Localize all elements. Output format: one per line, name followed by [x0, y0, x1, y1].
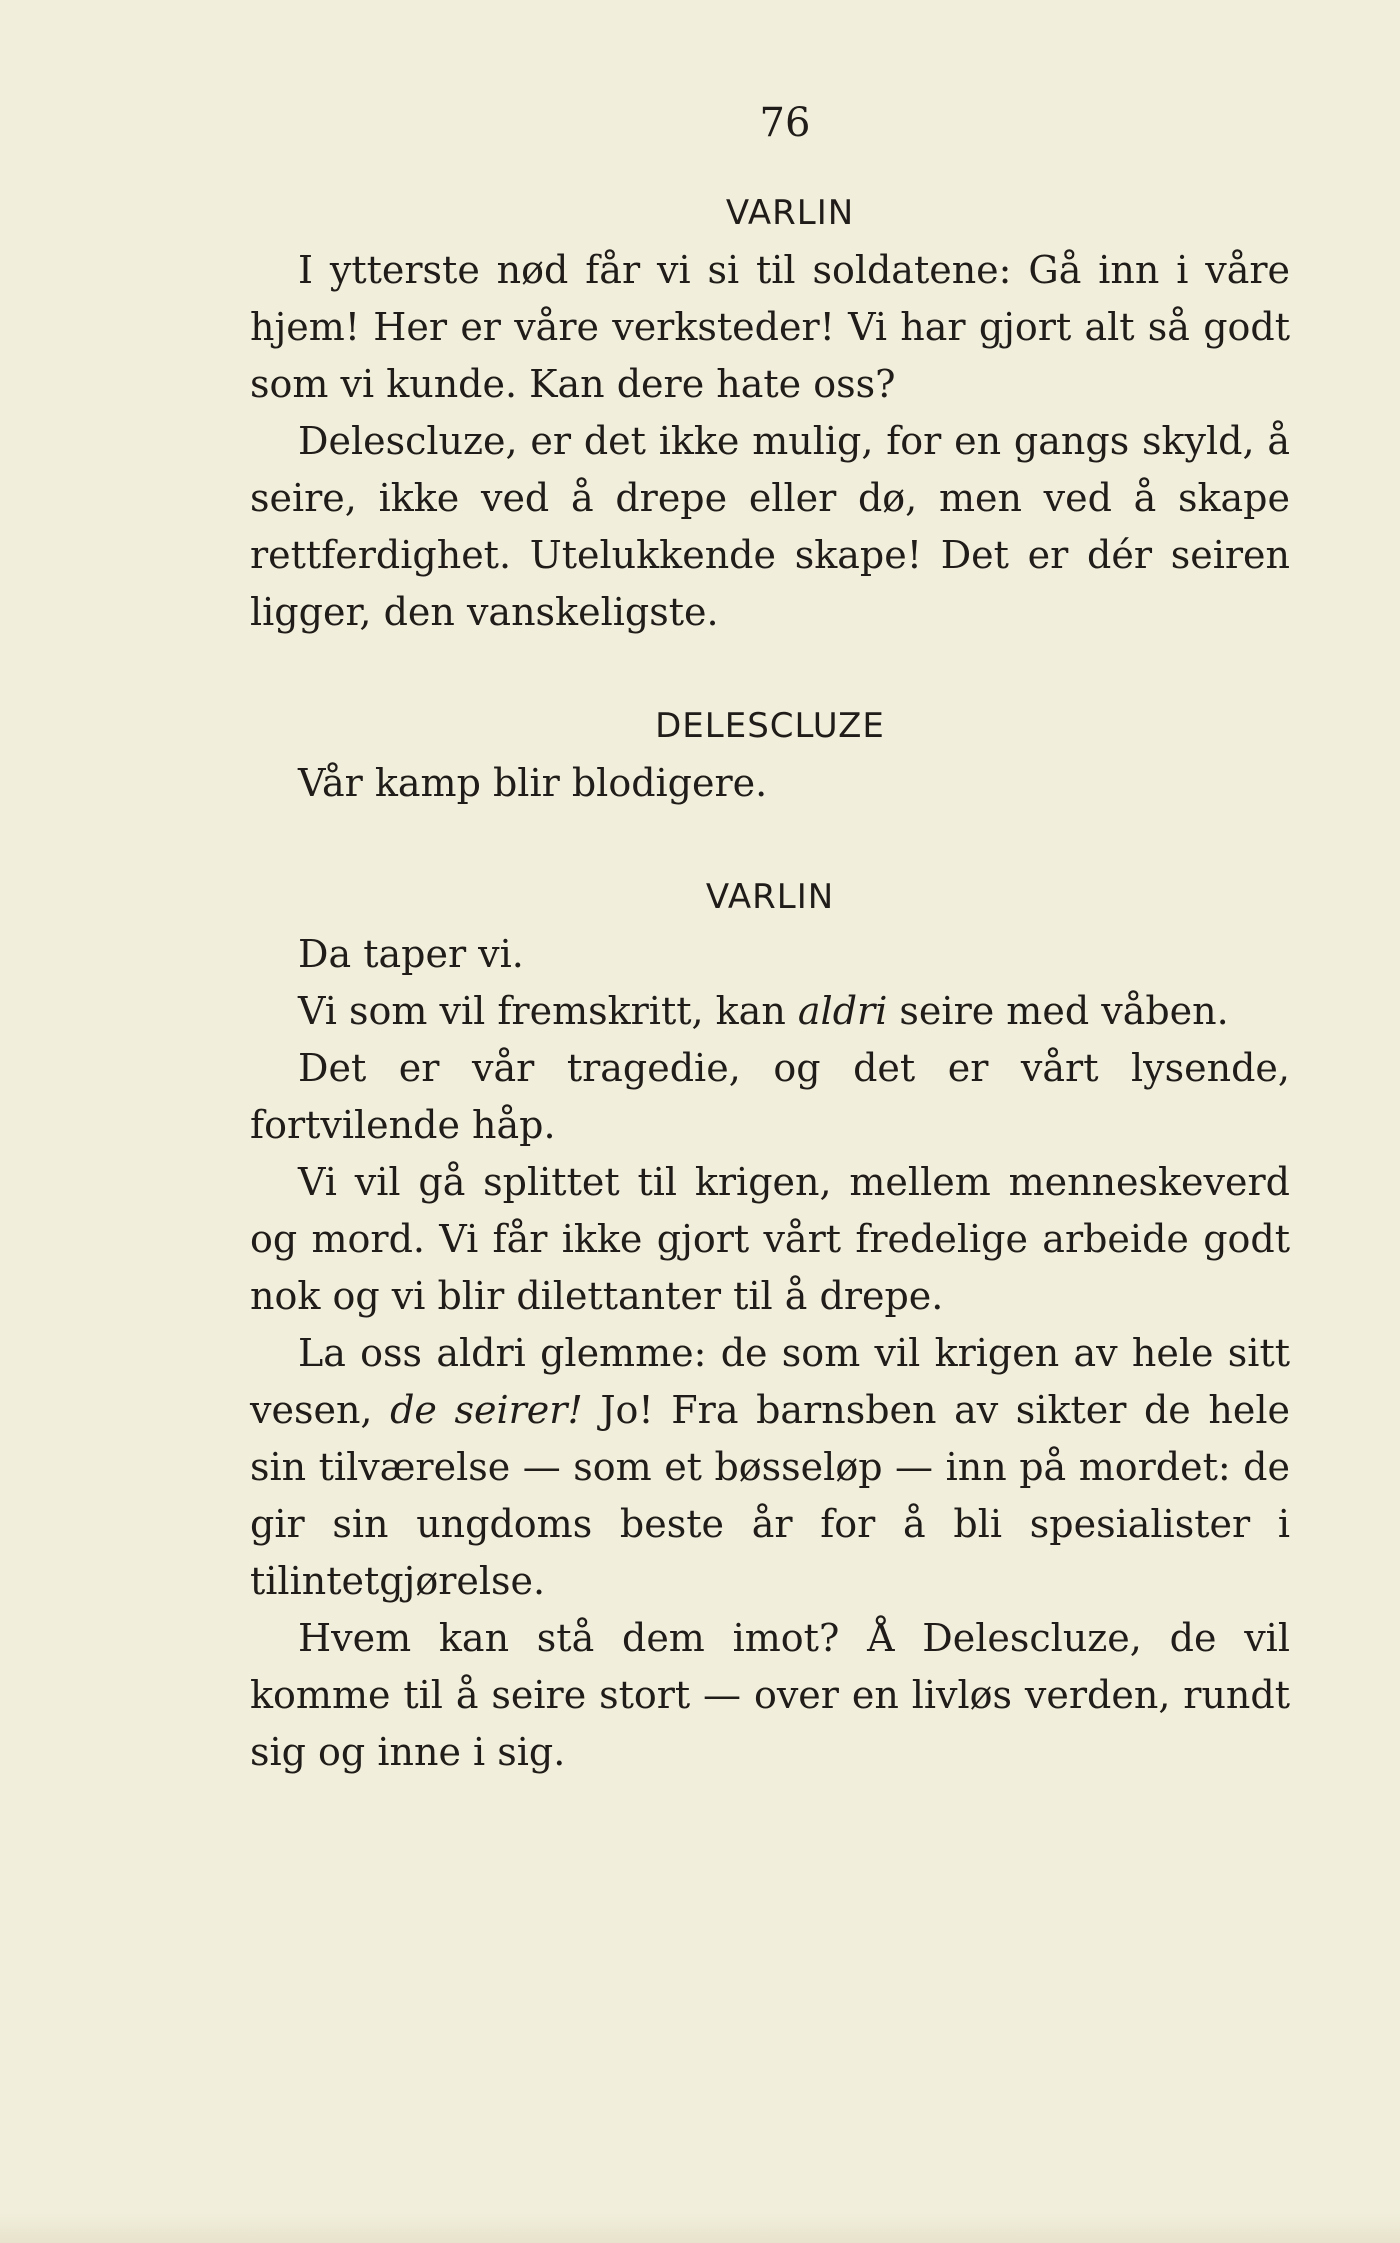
paragraph: Det er vår tragedie, og det er vårt lysende, fortvilende håp. — [250, 1046, 1290, 1147]
speaker-heading: VARLIN — [725, 193, 855, 233]
paragraph: Vår kamp blir blodigere. — [298, 761, 768, 805]
paragraph: Delescluze, er det ikke mulig, for en gangs skyld, å seire, ikke ved å drepe eller dø, men ved å skape rettferdighet. Utelukkende skape! Det er dér seiren ligger, den vanskeligste. — [250, 419, 1290, 634]
paragraph — [250, 983, 1290, 1040]
paragraph: Hvem kan stå dem imot? Å Delescluze, de vil komme til å seire stort — over en livløs verden, rundt sig og inne i sig. — [250, 1616, 1290, 1774]
dialogue-text — [250, 185, 1290, 1781]
italic-text: de seirer! — [390, 1388, 583, 1432]
paragraph — [250, 1325, 1290, 1610]
paragraph: Da taper vi. — [298, 932, 524, 976]
scan-edge-shade — [0, 2213, 1400, 2243]
text-run: La oss aldri glemme: de som vil krigen av hele sitt vesen, — [250, 1331, 1290, 1432]
speaker-heading: VARLIN — [705, 877, 835, 917]
text-run: seire med våben. — [887, 989, 1229, 1033]
text-run: Vi som vil fremskritt, kan — [298, 989, 798, 1033]
italic-text: aldri — [797, 989, 888, 1033]
paragraph: I ytterste nød får vi si til soldatene: Gå inn i våre hjem! Her er våre verksteder! Vi har gjort alt så godt som vi kunde. Kan dere hate oss? — [250, 248, 1290, 406]
text-run: Jo! Fra barnsben av sikter de hele sin tilværelse — som et bøsseløp — inn på mordet: de gir sin ungdoms beste år for å bli spesialister i tilintetgjørelse. — [250, 1388, 1290, 1603]
speaker-heading: DELESCLUZE — [655, 706, 885, 746]
page-number: 76 — [759, 100, 811, 146]
paragraph: Vi vil gå splittet til krigen, mellem menneskeverd og mord. Vi får ikke gjort vårt fredelige arbeide godt nok og vi blir dilettanter til å drepe. — [250, 1160, 1290, 1318]
